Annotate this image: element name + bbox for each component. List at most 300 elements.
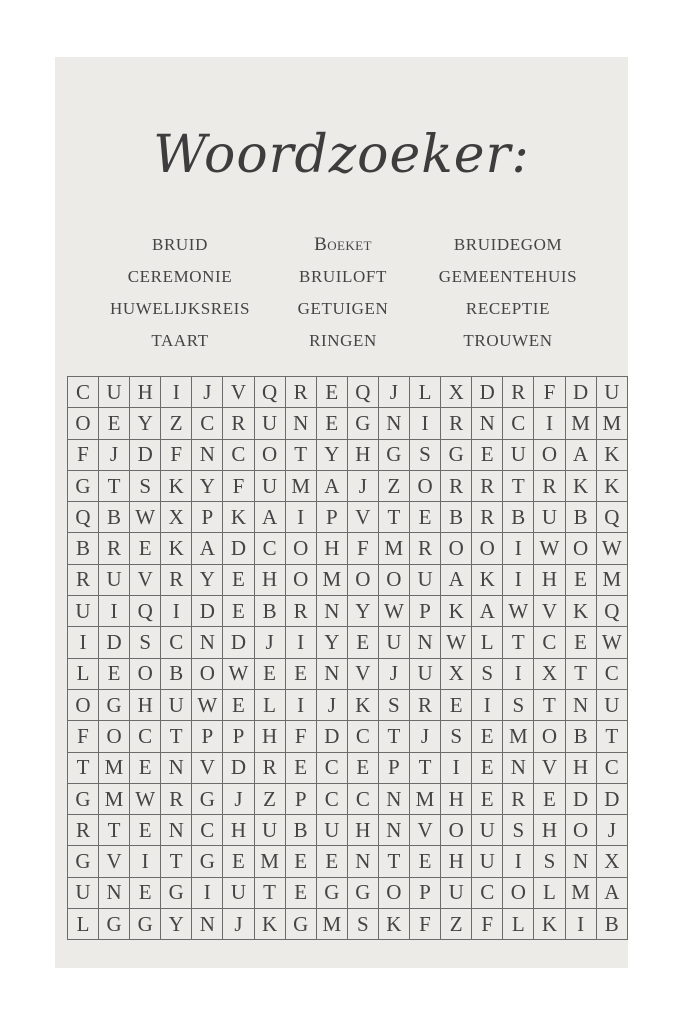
grid-cell: E <box>347 752 378 783</box>
grid-cell: O <box>347 564 378 595</box>
grid-cell: M <box>409 783 440 814</box>
grid-row <box>68 783 628 814</box>
word-item: Boeket <box>314 234 372 255</box>
grid-cell: O <box>130 658 161 689</box>
grid-row <box>68 564 628 595</box>
grid-cell: C <box>223 439 254 470</box>
grid-cell: A <box>596 877 627 908</box>
grid-cell: B <box>161 658 192 689</box>
grid-cell: Y <box>316 439 347 470</box>
grid-cell: T <box>378 721 409 752</box>
grid-cell: M <box>596 408 627 439</box>
grid-cell: T <box>596 721 627 752</box>
grid-cell: M <box>565 877 596 908</box>
grid-cell: K <box>441 596 472 627</box>
grid-cell: T <box>161 721 192 752</box>
grid-cell: T <box>98 470 129 501</box>
grid-row <box>68 377 628 408</box>
grid-cell: G <box>347 408 378 439</box>
grid-cell: V <box>347 502 378 533</box>
grid-cell: E <box>285 846 316 877</box>
grid-cell: O <box>503 877 534 908</box>
grid-cell: N <box>98 877 129 908</box>
grid-cell: S <box>378 689 409 720</box>
word-item: RECEPTIE <box>465 299 551 318</box>
grid-cell: J <box>347 470 378 501</box>
grid-cell: H <box>347 815 378 846</box>
grid-cell: V <box>130 564 161 595</box>
grid-cell: D <box>316 721 347 752</box>
grid-cell: T <box>409 752 440 783</box>
grid-cell: R <box>441 470 472 501</box>
grid-cell: B <box>596 909 627 940</box>
grid-cell: K <box>472 564 503 595</box>
grid-cell: D <box>98 627 129 658</box>
grid-cell: U <box>378 627 409 658</box>
grid-cell: B <box>565 721 596 752</box>
grid-cell: Y <box>192 470 223 501</box>
grid-cell: E <box>130 533 161 564</box>
grid-cell: N <box>347 846 378 877</box>
grid-cell: J <box>192 377 223 408</box>
grid-cell: U <box>534 502 565 533</box>
grid-cell: E <box>223 846 254 877</box>
grid-cell: G <box>316 877 347 908</box>
word-list <box>97 229 593 357</box>
grid-cell: R <box>254 752 285 783</box>
grid-cell: N <box>378 408 409 439</box>
word-item: RINGEN <box>309 331 377 350</box>
grid-cell: K <box>223 502 254 533</box>
grid-cell: R <box>223 408 254 439</box>
grid-cell: H <box>316 533 347 564</box>
grid-row <box>68 470 628 501</box>
grid-cell: M <box>285 470 316 501</box>
grid-cell: G <box>192 846 223 877</box>
grid-cell: C <box>472 877 503 908</box>
grid-cell: I <box>192 877 223 908</box>
grid-cell: E <box>565 564 596 595</box>
grid-cell: E <box>316 846 347 877</box>
grid-cell: J <box>378 377 409 408</box>
grid-cell: O <box>254 439 285 470</box>
grid-cell: M <box>378 533 409 564</box>
grid-cell: W <box>441 627 472 658</box>
grid-cell: R <box>68 815 99 846</box>
grid-cell: R <box>472 470 503 501</box>
grid-cell: O <box>565 815 596 846</box>
grid-cell: H <box>130 377 161 408</box>
word-item: BRUIDEGOM <box>453 235 563 254</box>
grid-cell: R <box>161 783 192 814</box>
grid-cell: C <box>161 627 192 658</box>
grid-cell: G <box>192 783 223 814</box>
grid-row <box>68 533 628 564</box>
grid-cell: E <box>223 596 254 627</box>
grid-row <box>68 596 628 627</box>
grid-cell: Y <box>161 909 192 940</box>
grid-cell: J <box>378 658 409 689</box>
grid-cell: S <box>503 815 534 846</box>
grid-cell: V <box>192 752 223 783</box>
grid-cell: C <box>534 627 565 658</box>
grid-cell: E <box>130 815 161 846</box>
grid-cell: B <box>98 502 129 533</box>
grid-cell: Q <box>596 596 627 627</box>
grid-cell: A <box>254 502 285 533</box>
grid-cell: J <box>409 721 440 752</box>
grid-cell: F <box>472 909 503 940</box>
grid-cell: P <box>316 502 347 533</box>
grid-cell: T <box>503 627 534 658</box>
grid-cell: N <box>316 658 347 689</box>
grid-cell: K <box>378 909 409 940</box>
grid-cell: E <box>347 627 378 658</box>
grid-cell: F <box>534 377 565 408</box>
grid-cell: C <box>254 533 285 564</box>
grid-cell: U <box>596 377 627 408</box>
grid-cell: E <box>316 408 347 439</box>
grid-cell: U <box>503 439 534 470</box>
grid-cell: Z <box>161 408 192 439</box>
grid-cell: Q <box>596 502 627 533</box>
grid-cell: N <box>192 909 223 940</box>
grid-cell: O <box>565 533 596 564</box>
grid-cell: C <box>503 408 534 439</box>
grid-cell: W <box>503 596 534 627</box>
grid-cell: H <box>130 689 161 720</box>
grid-cell: Q <box>130 596 161 627</box>
grid-cell: M <box>254 846 285 877</box>
grid-cell: E <box>472 439 503 470</box>
grid-cell: F <box>161 439 192 470</box>
grid-cell: G <box>441 439 472 470</box>
grid-cell: C <box>347 783 378 814</box>
grid-cell: M <box>98 752 129 783</box>
grid-cell: L <box>68 658 99 689</box>
grid-cell: D <box>565 377 596 408</box>
grid-cell: A <box>192 533 223 564</box>
grid-row <box>68 721 628 752</box>
grid-cell: R <box>98 533 129 564</box>
grid-cell: O <box>68 408 99 439</box>
grid-cell: S <box>130 470 161 501</box>
grid-cell: K <box>161 533 192 564</box>
grid-cell: F <box>68 439 99 470</box>
grid-cell: D <box>472 377 503 408</box>
grid-cell: N <box>192 439 223 470</box>
grid-cell: W <box>596 533 627 564</box>
grid-cell: I <box>534 408 565 439</box>
grid-cell: L <box>409 377 440 408</box>
grid-cell: P <box>192 721 223 752</box>
grid-cell: V <box>223 377 254 408</box>
grid-cell: N <box>161 815 192 846</box>
grid-cell: M <box>596 564 627 595</box>
grid-cell: S <box>409 439 440 470</box>
grid-cell: O <box>98 721 129 752</box>
grid-cell: K <box>596 470 627 501</box>
grid-cell: N <box>503 752 534 783</box>
grid-cell: B <box>254 596 285 627</box>
grid-cell: I <box>409 408 440 439</box>
grid-cell: A <box>316 470 347 501</box>
grid-cell: I <box>285 502 316 533</box>
grid-cell: O <box>192 658 223 689</box>
grid-cell: E <box>130 877 161 908</box>
grid-cell: H <box>223 815 254 846</box>
grid-cell: D <box>596 783 627 814</box>
grid-cell: M <box>316 909 347 940</box>
grid-cell: E <box>472 752 503 783</box>
grid-cell: E <box>98 408 129 439</box>
grid-cell: Z <box>378 470 409 501</box>
grid-cell: P <box>192 502 223 533</box>
grid-cell: I <box>565 909 596 940</box>
grid-cell: F <box>285 721 316 752</box>
grid-cell: R <box>503 783 534 814</box>
grid-cell: S <box>472 658 503 689</box>
grid-cell: D <box>223 752 254 783</box>
grid-cell: O <box>472 533 503 564</box>
grid-cell: N <box>565 689 596 720</box>
word-item: GETUIGEN <box>297 299 389 318</box>
grid-cell: Q <box>347 377 378 408</box>
grid-cell: C <box>347 721 378 752</box>
grid-row <box>68 627 628 658</box>
grid-cell: H <box>565 752 596 783</box>
puzzle-card <box>55 57 628 968</box>
grid-cell: E <box>130 752 161 783</box>
grid-cell: U <box>316 815 347 846</box>
grid-cell: P <box>285 783 316 814</box>
grid-cell: A <box>441 564 472 595</box>
grid-cell: N <box>316 596 347 627</box>
grid-cell: E <box>285 752 316 783</box>
grid-cell: R <box>503 377 534 408</box>
grid-cell: K <box>565 596 596 627</box>
grid-cell: I <box>130 846 161 877</box>
grid-cell: T <box>161 846 192 877</box>
grid-cell: Z <box>441 909 472 940</box>
grid-cell: M <box>316 564 347 595</box>
grid-cell: N <box>565 846 596 877</box>
word-item: GEMEENTEHUIS <box>438 267 578 286</box>
grid-row <box>68 502 628 533</box>
grid-cell: T <box>68 752 99 783</box>
grid-cell: E <box>565 627 596 658</box>
grid-cell: P <box>409 596 440 627</box>
grid-cell: S <box>347 909 378 940</box>
grid-cell: V <box>534 596 565 627</box>
grid-cell: R <box>409 689 440 720</box>
grid-cell: N <box>378 815 409 846</box>
grid-cell: Y <box>192 564 223 595</box>
grid-row <box>68 408 628 439</box>
grid-cell: E <box>316 377 347 408</box>
grid-cell: M <box>98 783 129 814</box>
grid-cell: U <box>254 408 285 439</box>
grid-cell: G <box>68 783 99 814</box>
grid-cell: K <box>565 470 596 501</box>
grid-cell: G <box>130 909 161 940</box>
grid-cell: C <box>316 752 347 783</box>
grid-cell: B <box>503 502 534 533</box>
word-item: BRUID <box>152 235 208 254</box>
grid-cell: M <box>565 408 596 439</box>
grid-cell: K <box>161 470 192 501</box>
grid-cell: L <box>472 627 503 658</box>
grid-row <box>68 846 628 877</box>
grid-cell: U <box>98 377 129 408</box>
grid-cell: O <box>409 470 440 501</box>
grid-cell: K <box>596 439 627 470</box>
grid-cell: V <box>409 815 440 846</box>
grid-cell: H <box>254 721 285 752</box>
grid-cell: O <box>534 721 565 752</box>
grid-cell: B <box>68 533 99 564</box>
grid-cell: U <box>472 846 503 877</box>
page-title: Woordzoeker: <box>153 125 530 185</box>
grid-cell: J <box>98 439 129 470</box>
grid-cell: Q <box>68 502 99 533</box>
grid-cell: N <box>192 627 223 658</box>
grid-cell: S <box>534 846 565 877</box>
grid-cell: W <box>223 658 254 689</box>
grid-cell: U <box>441 877 472 908</box>
grid-cell: N <box>161 752 192 783</box>
grid-cell: E <box>441 689 472 720</box>
grid-cell: R <box>161 564 192 595</box>
grid-row <box>68 877 628 908</box>
grid-cell: S <box>503 689 534 720</box>
word-item: HUWELIJKSREIS <box>109 299 250 318</box>
grid-cell: B <box>285 815 316 846</box>
grid-cell: R <box>285 377 316 408</box>
grid-cell: D <box>223 533 254 564</box>
grid-row <box>68 815 628 846</box>
grid-cell: C <box>596 658 627 689</box>
grid-cell: C <box>316 783 347 814</box>
grid-cell: U <box>223 877 254 908</box>
grid-cell: E <box>223 564 254 595</box>
grid-cell: R <box>68 564 99 595</box>
grid-cell: G <box>68 846 99 877</box>
grid-cell: T <box>378 846 409 877</box>
grid-cell: X <box>161 502 192 533</box>
grid-cell: U <box>68 877 99 908</box>
grid-cell: O <box>68 689 99 720</box>
grid-row <box>68 658 628 689</box>
grid-cell: K <box>347 689 378 720</box>
grid-cell: D <box>223 627 254 658</box>
grid-cell: W <box>192 689 223 720</box>
grid-cell: W <box>378 596 409 627</box>
grid-cell: H <box>441 846 472 877</box>
grid-row <box>68 439 628 470</box>
grid-cell: C <box>68 377 99 408</box>
grid-cell: G <box>98 909 129 940</box>
grid-cell: T <box>254 877 285 908</box>
grid-cell: E <box>409 502 440 533</box>
grid-cell: Q <box>254 377 285 408</box>
grid-cell: O <box>441 815 472 846</box>
grid-cell: O <box>378 877 409 908</box>
grid-cell: W <box>596 627 627 658</box>
grid-cell: C <box>130 721 161 752</box>
grid-cell: X <box>534 658 565 689</box>
grid-cell: E <box>534 783 565 814</box>
grid-cell: J <box>316 689 347 720</box>
grid-cell: G <box>285 909 316 940</box>
word-item: TAART <box>151 331 209 350</box>
grid-cell: E <box>472 721 503 752</box>
grid-cell: F <box>409 909 440 940</box>
grid-cell: L <box>534 877 565 908</box>
grid-cell: R <box>285 596 316 627</box>
grid-cell: I <box>441 752 472 783</box>
grid-cell: H <box>534 815 565 846</box>
grid-cell: V <box>98 846 129 877</box>
grid-row <box>68 909 628 940</box>
grid-cell: I <box>68 627 99 658</box>
grid-cell: O <box>441 533 472 564</box>
grid-cell: I <box>98 596 129 627</box>
grid-cell: I <box>161 596 192 627</box>
grid-cell: D <box>192 596 223 627</box>
grid-cell: D <box>565 783 596 814</box>
grid-cell: H <box>534 564 565 595</box>
grid-cell: D <box>130 439 161 470</box>
grid-cell: E <box>285 658 316 689</box>
grid-cell: W <box>130 502 161 533</box>
grid-cell: U <box>254 470 285 501</box>
grid-cell: F <box>68 721 99 752</box>
grid-cell: O <box>285 533 316 564</box>
grid-cell: Z <box>254 783 285 814</box>
grid-row <box>68 689 628 720</box>
grid-cell: G <box>378 439 409 470</box>
grid-cell: J <box>223 909 254 940</box>
grid-cell: N <box>472 408 503 439</box>
grid-cell: O <box>285 564 316 595</box>
grid-cell: C <box>192 408 223 439</box>
grid-cell: O <box>534 439 565 470</box>
grid-cell: I <box>285 627 316 658</box>
grid-cell: Y <box>130 408 161 439</box>
grid-cell: U <box>98 564 129 595</box>
grid-cell: S <box>441 721 472 752</box>
grid-cell: V <box>347 658 378 689</box>
grid-cell: I <box>503 564 534 595</box>
grid-cell: F <box>223 470 254 501</box>
grid-cell: A <box>565 439 596 470</box>
grid-cell: H <box>441 783 472 814</box>
grid-cell: I <box>503 533 534 564</box>
grid-cell: H <box>347 439 378 470</box>
grid-cell: U <box>161 689 192 720</box>
grid-cell: T <box>534 689 565 720</box>
grid-cell: R <box>409 533 440 564</box>
grid-row <box>68 752 628 783</box>
word-item: BRUILOFT <box>299 267 387 286</box>
grid-cell: R <box>441 408 472 439</box>
grid-cell: V <box>534 752 565 783</box>
grid-cell: N <box>285 408 316 439</box>
grid-cell: F <box>347 533 378 564</box>
grid-cell: U <box>472 815 503 846</box>
grid-cell: N <box>409 627 440 658</box>
